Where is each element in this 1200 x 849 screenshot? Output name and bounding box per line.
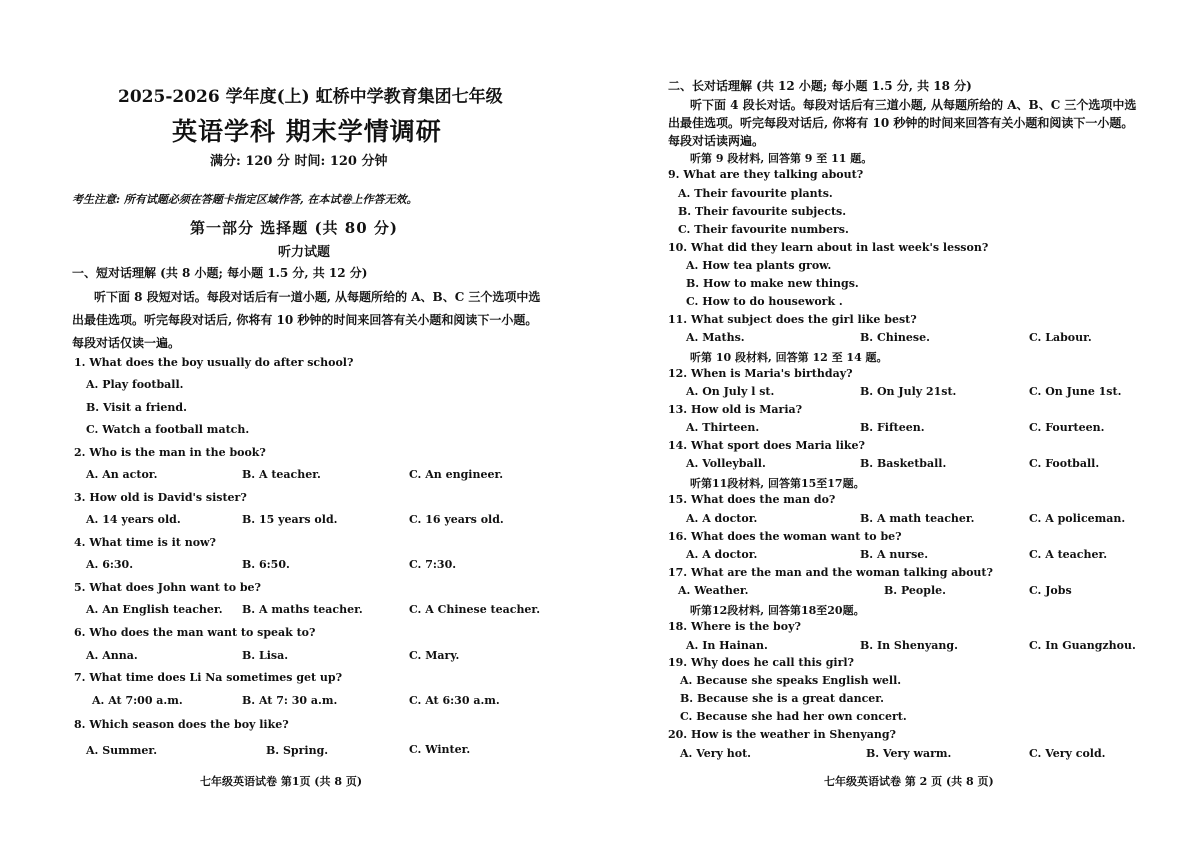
question-4-option-b: B. 6:50. — [242, 558, 290, 571]
question-15-option-c: C. A policeman. — [1029, 512, 1126, 525]
section-two-intro-line: 听下面 4 段长对话。每段对话后有三道小题, 从每题所给的 A、B、C 三个选项中选 — [690, 98, 1137, 112]
question-9-option-c: C. Their favourite numbers. — [678, 223, 849, 236]
question-6: 6. Who does the man want to speak to? — [74, 626, 316, 639]
question-14: 14. What sport does Maria like? — [668, 439, 865, 452]
listening-title: 听力试题 — [278, 245, 331, 260]
section-one-intro-line: 每段对话仅读一遍。 — [72, 336, 181, 350]
question-18: 18. Where is the boy? — [668, 620, 801, 633]
question-7-option-c: C. At 6:30 a.m. — [409, 694, 500, 707]
question-7-option-b: B. At 7: 30 a.m. — [242, 694, 338, 707]
question-18-option-b: B. In Shenyang. — [860, 639, 958, 652]
question-10-option-b: B. How to make new things. — [686, 277, 859, 290]
material-10-instruction: 听第 10 段材料, 回答第 12 至 14 题。 — [690, 351, 888, 364]
question-12-option-b: B. On July 21st. — [860, 385, 957, 398]
question-15-option-b: B. A math teacher. — [860, 512, 975, 525]
question-9-option-a: A. Their favourite plants. — [678, 187, 833, 200]
question-11-option-a: A. Maths. — [686, 331, 745, 344]
question-19-option-c: C. Because she had her own concert. — [680, 710, 907, 723]
question-2-option-c: C. An engineer. — [409, 468, 504, 481]
question-3-option-a: A. 14 years old. — [86, 513, 181, 526]
section-two-intro-line: 出最佳选项。听完每段对话后, 你将有 10 秒钟的时间来回答有关小题和阅读下一小题。 — [668, 116, 1134, 130]
question-19-option-a: A. Because she speaks English well. — [680, 674, 902, 687]
question-6-option-c: C. Mary. — [409, 649, 460, 662]
section-one-intro-line: 听下面 8 段短对话。每段对话后有一道小题, 从每题所给的 A、B、C 三个选项中选 — [94, 290, 541, 304]
question-13-option-a: A. Thirteen. — [686, 421, 760, 434]
question-4: 4. What time is it now? — [74, 536, 216, 549]
question-11-option-b: B. Chinese. — [860, 331, 930, 344]
section-one-intro-line: 出最佳选项。听完每段对话后, 你将有 10 秒钟的时间来回答有关小题和阅读下一小题。 — [72, 313, 538, 327]
question-17: 17. What are the man and the woman talking about? — [668, 566, 993, 579]
question-20-option-b: B. Very warm. — [866, 747, 952, 760]
question-1-option-c: C. Watch a football match. — [86, 423, 250, 436]
question-10-option-c: C. How to do housework . — [686, 295, 843, 308]
question-8: 8. Which season does the boy like? — [74, 718, 289, 731]
question-16-option-b: B. A nurse. — [860, 548, 929, 561]
section-two-title: 二、长对话理解 (共 12 小题; 每小题 1.5 分, 共 18 分) — [668, 79, 972, 93]
question-17-option-a: A. Weather. — [678, 584, 749, 597]
question-6-option-b: B. Lisa. — [242, 649, 289, 662]
question-10: 10. What did they learn about in last week's lesson? — [668, 241, 989, 254]
question-2-option-a: A. An actor. — [86, 468, 158, 481]
page-2-footer: 七年级英语试卷 第 2 页 (共 8 页) — [824, 775, 994, 788]
question-14-option-a: A. Volleyball. — [686, 457, 766, 470]
question-1: 1. What does the boy usually do after school? — [74, 356, 354, 369]
question-2-option-b: B. A teacher. — [242, 468, 321, 481]
question-20-option-a: A. Very hot. — [680, 747, 751, 760]
question-15-option-a: A. A doctor. — [686, 512, 758, 525]
question-1-option-a: A. Play football. — [86, 378, 184, 391]
score-and-time: 满分: 120 分 时间: 120 分钟 — [210, 154, 388, 169]
question-9: 9. What are they talking about? — [668, 168, 864, 181]
question-8-option-c: C. Winter. — [409, 743, 471, 756]
question-7-option-a: A. At 7:00 a.m. — [92, 694, 183, 707]
section-two-intro-line: 每段对话读两遍。 — [668, 134, 765, 148]
question-16-option-a: A. A doctor. — [686, 548, 758, 561]
question-13-option-b: B. Fifteen. — [860, 421, 925, 434]
question-15: 15. What does the man do? — [668, 493, 836, 506]
exam-title-line1: 2025-2026 学年度(上) 虹桥中学教育集团七年级 — [118, 87, 503, 107]
question-5: 5. What does John want to be? — [74, 581, 262, 594]
question-4-option-c: C. 7:30. — [409, 558, 457, 571]
question-19-option-b: B. Because she is a great dancer. — [680, 692, 884, 705]
question-5-option-b: B. A maths teacher. — [242, 603, 363, 616]
exam-notice: 考生注意: 所有试题必须在答题卡指定区域作答, 在本试卷上作答无效。 — [72, 193, 418, 206]
question-13-option-c: C. Fourteen. — [1029, 421, 1105, 434]
question-10-option-a: A. How tea plants grow. — [686, 259, 832, 272]
question-4-option-a: A. 6:30. — [86, 558, 134, 571]
question-20-option-c: C. Very cold. — [1029, 747, 1106, 760]
question-2: 2. Who is the man in the book? — [74, 446, 266, 459]
question-5-option-c: C. A Chinese teacher. — [409, 603, 541, 616]
question-11-option-c: C. Labour. — [1029, 331, 1092, 344]
question-17-option-c: C. Jobs — [1029, 584, 1072, 597]
question-9-option-b: B. Their favourite subjects. — [678, 205, 847, 218]
question-12-option-c: C. On June 1st. — [1029, 385, 1122, 398]
question-7: 7. What time does Li Na sometimes get up? — [74, 671, 343, 684]
question-14-option-b: B. Basketball. — [860, 457, 947, 470]
question-3: 3. How old is David's sister? — [74, 491, 247, 504]
question-16-option-c: C. A teacher. — [1029, 548, 1108, 561]
material-11-instruction: 听第11段材料, 回答第15至17题。 — [690, 477, 865, 490]
question-14-option-c: C. Football. — [1029, 457, 1100, 470]
question-20: 20. How is the weather in Shenyang? — [668, 728, 896, 741]
question-5-option-a: A. An English teacher. — [86, 603, 223, 616]
page-1-footer: 七年级英语试卷 第1页 (共 8 页) — [200, 775, 363, 788]
exam-title-line2: 英语学科 期末学情调研 — [172, 117, 442, 146]
question-19: 19. Why does he call this girl? — [668, 656, 854, 669]
question-12: 12. When is Maria's birthday? — [668, 367, 853, 380]
question-16: 16. What does the woman want to be? — [668, 530, 902, 543]
question-8-option-a: A. Summer. — [86, 744, 158, 757]
part-one-title: 第一部分 选择题 (共 80 分) — [190, 219, 398, 237]
question-6-option-a: A. Anna. — [86, 649, 138, 662]
material-9-instruction: 听第 9 段材料, 回答第 9 至 11 题。 — [690, 152, 873, 165]
question-11: 11. What subject does the girl like best? — [668, 313, 917, 326]
section-one-title: 一、短对话理解 (共 8 小题; 每小题 1.5 分, 共 12 分) — [72, 266, 368, 280]
material-12-instruction: 听第12段材料, 回答第18至20题。 — [690, 604, 865, 617]
question-18-option-c: C. In Guangzhou. — [1029, 639, 1136, 652]
question-17-option-b: B. People. — [884, 584, 946, 597]
question-13: 13. How old is Maria? — [668, 403, 803, 416]
question-3-option-b: B. 15 years old. — [242, 513, 338, 526]
question-1-option-b: B. Visit a friend. — [86, 401, 187, 414]
question-3-option-c: C. 16 years old. — [409, 513, 504, 526]
question-18-option-a: A. In Hainan. — [686, 639, 768, 652]
question-12-option-a: A. On July l st. — [686, 385, 775, 398]
question-8-option-b: B. Spring. — [266, 744, 329, 757]
